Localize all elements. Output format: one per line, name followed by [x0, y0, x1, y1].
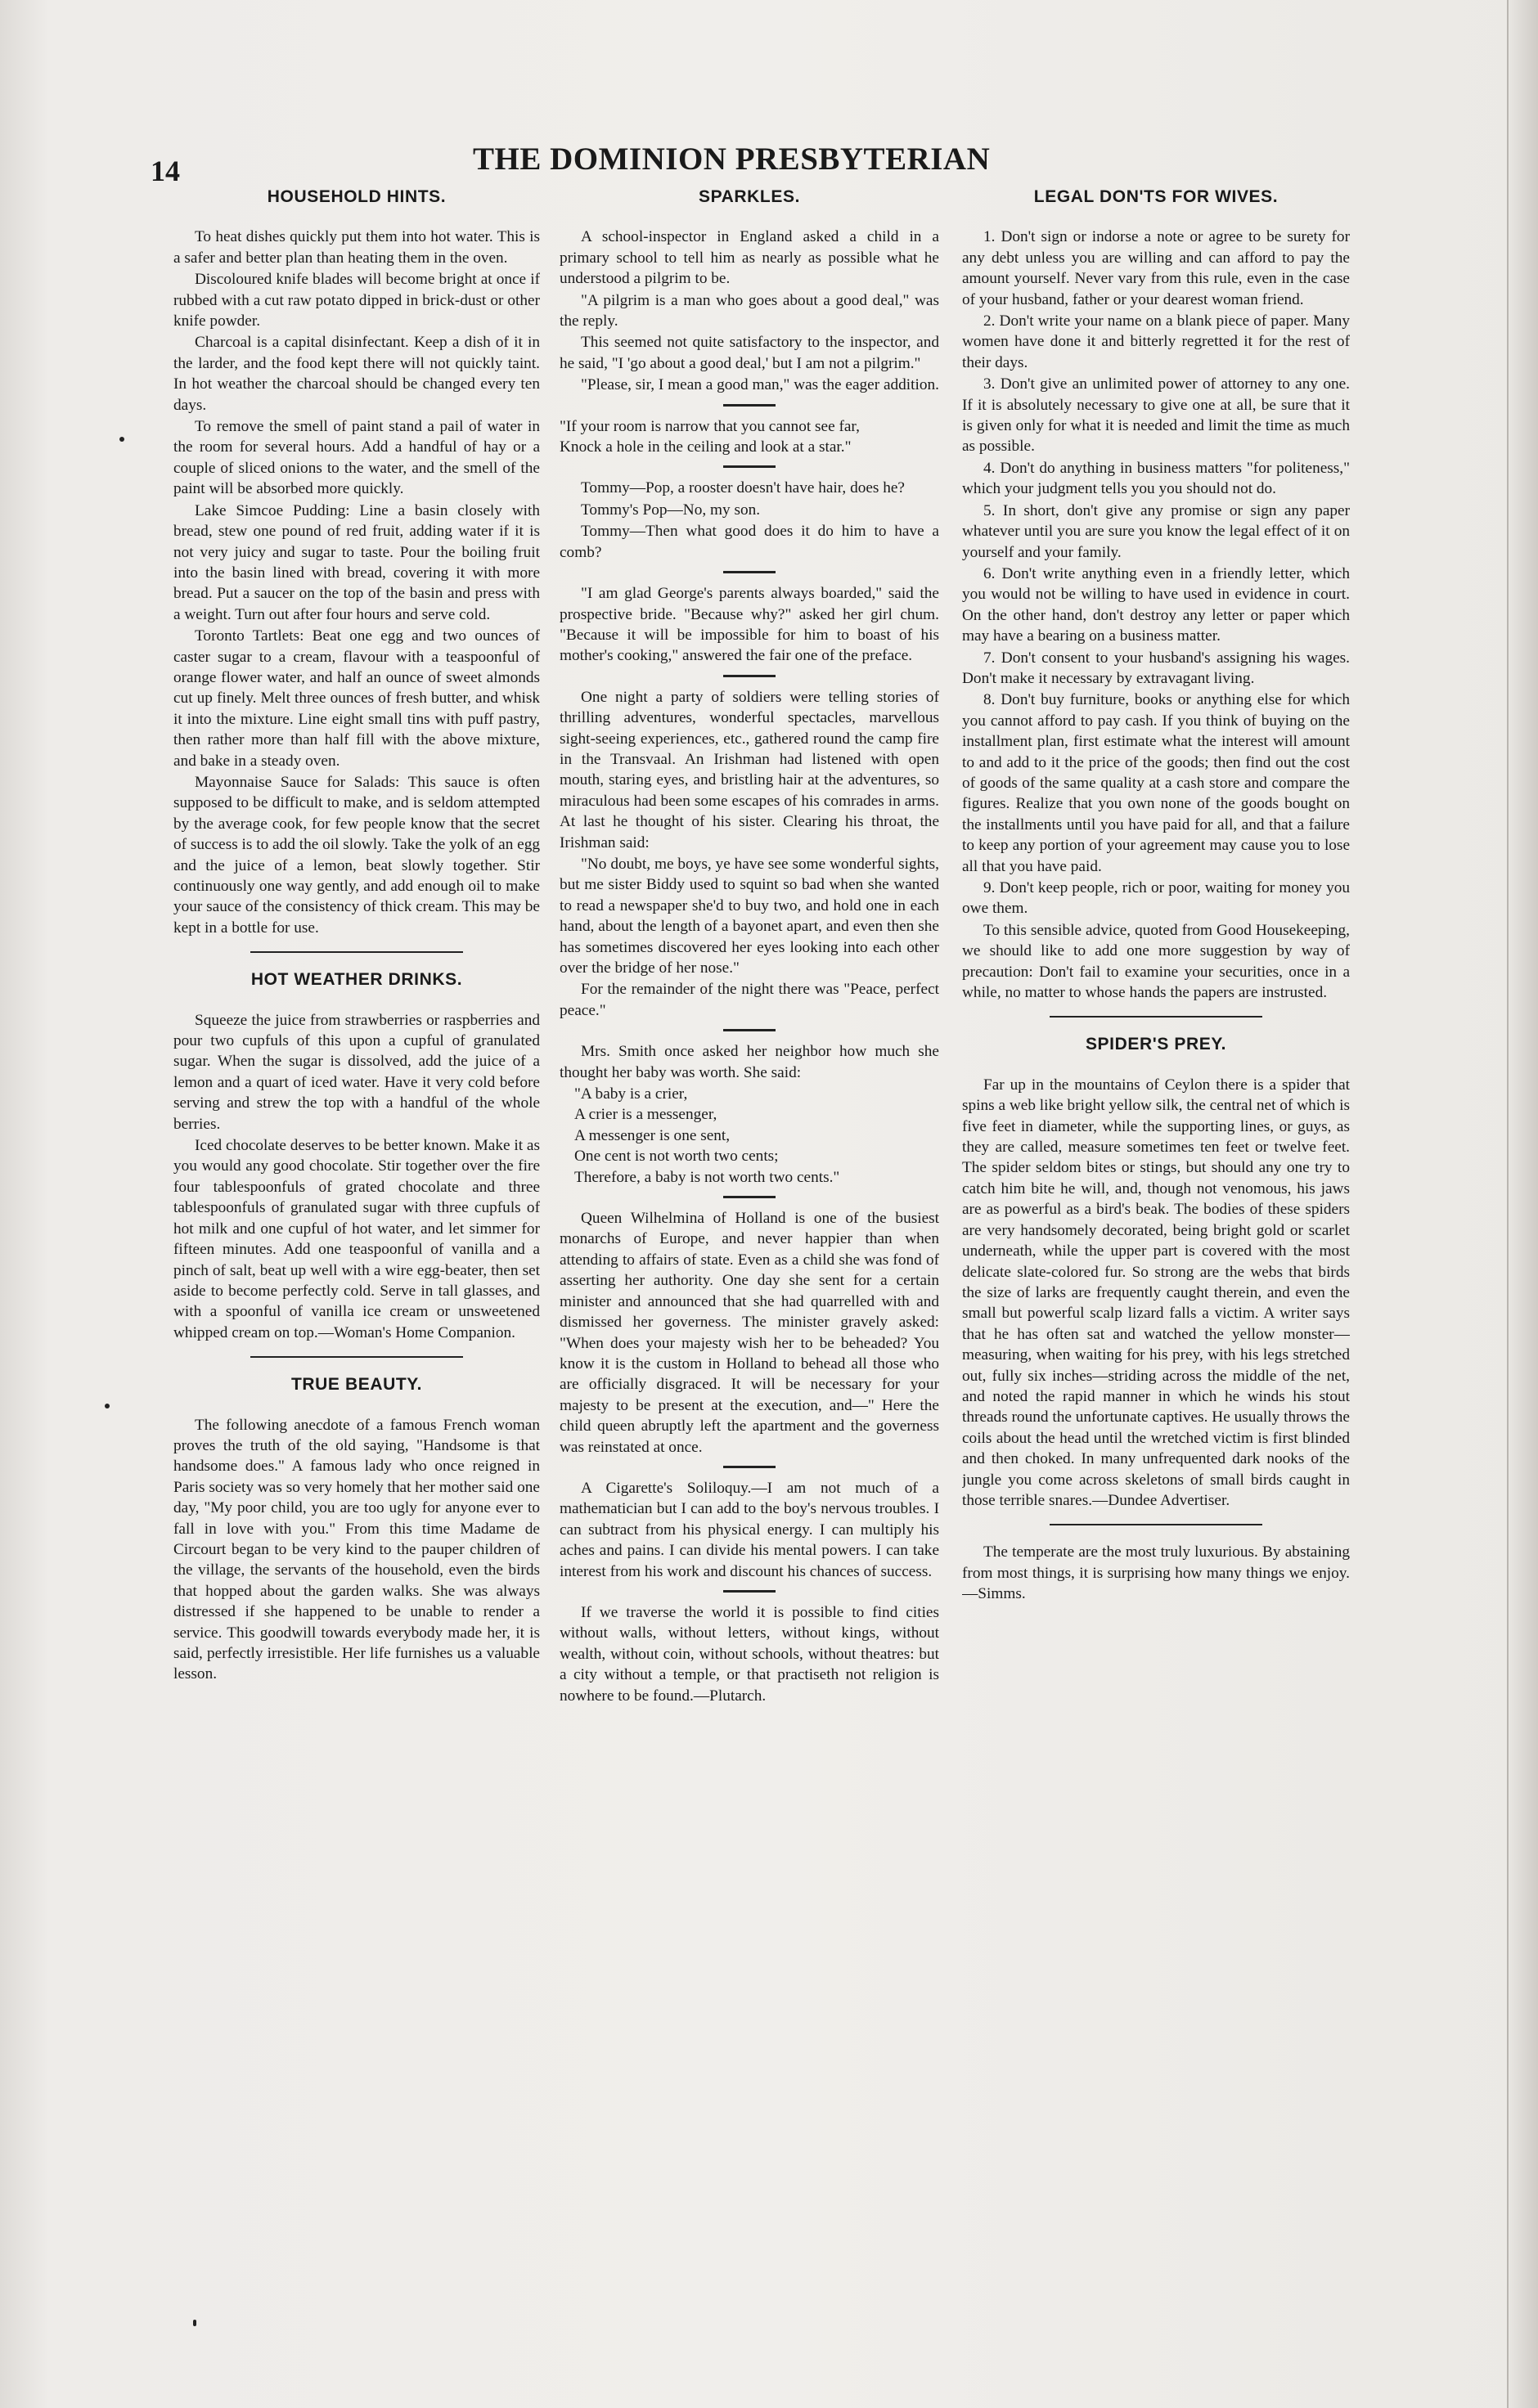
list-item: 8. Don't buy furniture, books or anything else for which you cannot afford to pay cash. If you think of buying on the installment plan, first estimate what the interest will amount to and add to it the price of the goods; then find out the cost of goods of the same quality at a cash store and compare the figures. Realize that you own none of the goods bought on the installments until you have paid for all, and that a failure to keep any portion of your agreement may cause you to lose all that you have paid.: [962, 691, 1350, 875]
household-hints-body: [173, 227, 540, 938]
heading-hot-weather-drinks: HOT WEATHER DRINKS.: [250, 970, 463, 990]
print-speck: [193, 2320, 196, 2326]
heading-legal-donts: LEGAL DON'TS FOR WIVES.: [1033, 187, 1279, 206]
paragraph: One night a party of soldiers were telling stories of thrilling adventures, wonderful spectacles, marvellous sight-seeing experiences, etc., gathered round the camp fire in the Transvaal. An Irishman had listened with open mouth, staring eyes, and bristling hair at the adventures, so miraculous had been some escapes of his comrades in arms. At last he thought of his sister. Clearing his throat, the Irishman said:: [560, 688, 939, 851]
paragraph: Mrs. Smith once asked her neighbor how much she thought her baby was worth. She said:: [560, 1043, 939, 1081]
verse-line: Therefore, a baby is not worth two cents.": [574, 1168, 840, 1186]
sparkle-room-verse: [560, 416, 939, 458]
paragraph: To remove the smell of paint stand a pail of water in the room for several hours. Add a handful of hay or a couple of sliced onions to the water, and the smell of the paint will be absorbed more quickly.: [173, 418, 540, 498]
paragraph: Queen Wilhelmina of Holland is one of the busiest monarchs of Europe, and never happier than when attending to affairs of state. Even as a child she was fond of asserting her authority. One day she sent for a certain minister and announced that she had quarrelled with and dismissed her governess. The minister gravely asked: "When does your majesty wish her to be beheaded? You know it is the custom in Holland to behead all those who are officially disgraced. It will be necessary for your majesty to be present at the execution, and—" Here the child queen abruptly left the apartment and the governess was reinstated at once.: [560, 1210, 939, 1456]
sparkle-wilhelmina: [560, 1208, 939, 1458]
print-speck: [105, 1404, 110, 1408]
paragraph: Tommy—Pop, a rooster doesn't have hair, does he?: [581, 479, 905, 497]
list-item: 4. Don't do anything in business matters "for politeness," which your judgment tells you you should not do.: [962, 459, 1350, 498]
paragraph: "Please, sir, I mean a good man," was the eager addition.: [581, 376, 939, 394]
column-right: [962, 185, 1350, 2181]
verse-line: "A baby is a crier,: [574, 1085, 688, 1103]
legal-donts-body: [962, 227, 1350, 1003]
section-divider: [250, 1356, 463, 1358]
item-divider: [723, 465, 776, 468]
paragraph: Mayonnaise Sauce for Salads: This sauce is often supposed to be difficult to make, and is seldom attempted by the average cook, for few people know that the secret of success is to add the oil slowly. Take the yolk of an egg and the juice of a lemon, beat slowly together. Stir continuously one way gently, and add enough oil to make your sauce of the consistency of thick cream. This may be kept in a bottle for use.: [173, 773, 540, 937]
column-left: [173, 185, 540, 2262]
paragraph: "I am glad George's parents always boarded," said the prospective bride. "Because why?" asked her girl chum. "Because it will be impossible for him to boast of his mother's cooking," answered the fair one of the preface.: [560, 585, 939, 665]
sparkle-smith: [560, 1041, 939, 1188]
verse-line: "If your room is narrow that you cannot see far,: [560, 417, 860, 435]
paragraph: Toronto Tartlets: Beat one egg and two ounces of caster sugar to a cream, flavour with a teaspoonful of orange flower water, and half an ounce of sweet almonds cut up finely. Melt three ounces of fresh butter, and whisk it into the mixture. Line eight small tins with puff pastry, then rather more than half fill with the above mixture, and bake in a steady oven.: [173, 627, 540, 770]
heading-spiders-prey: SPIDER'S PREY.: [1085, 1035, 1227, 1054]
sparkle-plutarch: [560, 1602, 939, 1706]
paragraph: Far up in the mountains of Ceylon there is a spider that spins a web like bright yellow silk, the central net of which is five feet in diameter, while the supporting lines, or guys, as they are called, measure sometimes ten feet or twelve feet. The spider seldom bites or stings, but should any one try to catch him bite he will, and, though not venomous, his jaws are as powerful as a bird's beak. The bodies of these spiders are very handsomely decorated, being bright gold or scarlet underneath, while the upper part is covered with the most delicate slate-colored fur. So strong are the webs that birds the size of larks are frequently caught therein, and even the small but powerful scalp lizard falls a victim. A writer says that he has often sat and watched the yellow monster—measuring, when waiting for his prey, with his legs stretched out, fully six inches—striding across the middle of the net, and noted the rapid manner in which he winds his stout threads round the unfortunate captives. He usually throws the coils about the head until the wretched victim is first blinded and then choked. In many unfrequented dark nooks of the jungle you come across skeletons of small birds caught in those terrible snares.—Dundee Advertiser.: [962, 1076, 1350, 1509]
item-divider: [723, 1029, 776, 1031]
paragraph: "A pilgrim is a man who goes about a good deal," was the reply.: [560, 291, 939, 330]
section-divider: [250, 951, 463, 953]
print-speck: [119, 437, 124, 442]
sparkle-tommy: [560, 478, 939, 563]
item-divider: [723, 1466, 776, 1468]
sparkle-soldiers: [560, 687, 939, 1022]
verse-line: A messenger is one sent,: [574, 1126, 731, 1144]
page-edge-shadow: [1509, 0, 1538, 2408]
list-item: 9. Don't keep people, rich or poor, waiting for money you owe them.: [962, 879, 1350, 918]
paragraph: A Cigarette's Soliloquy.—I am not much of a mathematician but I can add to the boy's nervous troubles. I can subtract from his physical energy. I can multiply his aches and pains. I can divide his mental powers. I can take interest from his work and discount his chances of success.: [560, 1479, 939, 1580]
list-item: 2. Don't write your name on a blank piece of paper. Many women have done it and bitterly regretted it for the rest of their days.: [962, 312, 1350, 371]
heading-sparkles: SPARKLES.: [698, 187, 801, 206]
paragraph: Iced chocolate deserves to be better known. Make it as you would any good chocolate. Stir together over the fire four tablespoonfuls of grated chocolate and three tablespoonfuls of granulated sugar with three cupfuls of hot milk and one cupful of hot water, and let simmer for fifteen minutes. Add one teaspoonful of vanilla and a pinch of salt, beat up well with a wire egg-beater, then set aside to become perfectly cold. Serve in tall glasses, and with a spoonful of vanilla ice cream or unsweetened whipped cream on top.—Woman's Home Companion.: [173, 1137, 540, 1341]
paragraph: Tommy's Pop—No, my son.: [581, 501, 761, 519]
spiders-prey-body: [962, 1075, 1350, 1512]
heading-household-hints: HOUSEHOLD HINTS.: [267, 187, 447, 206]
paragraph: "No doubt, me boys, ye have see some wonderful sights, but me sister Biddy used to squint so bad when she wanted to read a newspaper she'd to buy two, and hold one in each hand, about the length of a bayonet apart, and even then she has sometimes discovered her eyes looking into each other over the bridge of her nose.": [560, 855, 939, 977]
item-divider: [723, 1196, 776, 1198]
paragraph: A school-inspector in England asked a child in a primary school to tell him as nearly as possible what he understood a pilgrim to be.: [560, 228, 939, 288]
verse-line: One cent is not worth two cents;: [574, 1148, 779, 1166]
column-middle: [560, 185, 939, 2246]
paragraph: Tommy—Then what good does it do him to have a comb?: [560, 523, 939, 561]
page-number: 14: [151, 155, 180, 187]
true-beauty-body: [173, 1415, 540, 1685]
paragraph: This seemed not quite satisfactory to the inspector, and he said, "I 'go about a good deal,' but I am not a pilgrim.": [560, 334, 939, 372]
paragraph: Discoloured knife blades will become bright at once if rubbed with a cut raw potato dipped in brick-dust or other knife powder.: [173, 271, 540, 330]
paragraph: Charcoal is a capital disinfectant. Keep a dish of it in the larder, and the food kept there will not quickly taint. In hot weather the charcoal should be changed every ten days.: [173, 334, 540, 414]
paragraph: The following anecdote of a famous French woman proves the truth of the old saying, "Handsome is that handsome does." A famous lady who once reigned in Paris society was so very homely that her mother said one day, "My poor child, you are too ugly for anyone ever to fall in love with you." From this time Madame de Circourt began to be very kind to the pauper children of the village, the servants of the household, even the birds that hopped about the garden walks. She was always distressed if she happened to be unable to render a service. This goodwill towards everybody made her, it is said, perfectly irresistible. Her life furnishes us a valuable lesson.: [173, 1416, 540, 1683]
item-divider: [723, 675, 776, 677]
paragraph: If we traverse the world it is possible to find cities without walls, without letters, without kings, without wealth, without coin, without schools, without theatres: but a city without a temple, or that practiseth not religion is nowhere to be found.—Plutarch.: [560, 1603, 939, 1705]
section-divider: [1050, 1016, 1262, 1018]
paragraph: Lake Simcoe Pudding: Line a basin closely with bread, stew one pound of red fruit, adding water if it is not very juicy and sugar to taste. Pour the boiling fruit into the basin lined with bread, covering it with more bread. Put a saucer on the top of the basin and press with a weight. Turn out after four hours and serve cold.: [173, 501, 540, 623]
heading-true-beauty: TRUE BEAUTY.: [290, 1375, 423, 1395]
hot-weather-drinks-body: [173, 1010, 540, 1344]
masthead-title: THE DOMINION PRESBYTERIAN: [473, 142, 991, 177]
item-divider: [723, 571, 776, 573]
list-item: 7. Don't consent to your husband's assigning his wages. Don't make it necessary by extravagant living.: [962, 649, 1350, 687]
sparkle-george: [560, 583, 939, 667]
verse-line: Knock a hole in the ceiling and look at a star.": [560, 438, 852, 456]
list-item: 1. Don't sign or indorse a note or agree to be surety for any debt unless you are willing and can afford to pay the amount yourself. Never vary from this rule, even in the case of your husband, father or your dearest woman friend.: [962, 228, 1350, 308]
item-divider: [723, 1590, 776, 1593]
list-item: 6. Don't write anything even in a friendly letter, which you would not be willing to have used in evidence in court. On the other hand, don't destroy any letter or paper which may have a bearing on a business matter.: [962, 564, 1350, 645]
temperate-quote: The temperate are the most truly luxurious. By abstaining from most things, it is surprising how many things we enjoy.—Simms.: [962, 1543, 1350, 1603]
verse-line: A crier is a messenger,: [574, 1106, 717, 1124]
paragraph: To this sensible advice, quoted from Good Housekeeping, we should like to add one more suggestion by way of precaution: Don't fail to examine your securities, once in a while, no matter to whose hands the papers are instrusted.: [962, 921, 1350, 1002]
section-divider: [1050, 1524, 1262, 1525]
list-item: 5. In short, don't give any promise or sign any paper whatever until you are sure you know the legal effect of it on yourself and your family.: [962, 501, 1350, 561]
sparkle-inspector: [560, 227, 939, 395]
paragraph: To heat dishes quickly put them into hot water. This is a safer and better plan than heating them in the oven.: [173, 228, 540, 267]
paragraph: For the remainder of the night there was "Peace, perfect peace.": [560, 981, 939, 1019]
list-item: 3. Don't give an unlimited power of attorney to any one. If it is absolutely necessary to give one at all, be sure that it is given only for what it is needed and limit the time as much as possible.: [962, 375, 1350, 456]
paragraph: Squeeze the juice from strawberries or raspberries and pour two cupfuls of this upon a cupful of granulated sugar. When the sugar is dissolved, add the juice of a lemon and a quart of iced water. Have it very cold before serving and strew the top with a handful of the whole berries.: [173, 1011, 540, 1133]
item-divider: [723, 404, 776, 407]
sparkle-cigarette: [560, 1478, 939, 1582]
